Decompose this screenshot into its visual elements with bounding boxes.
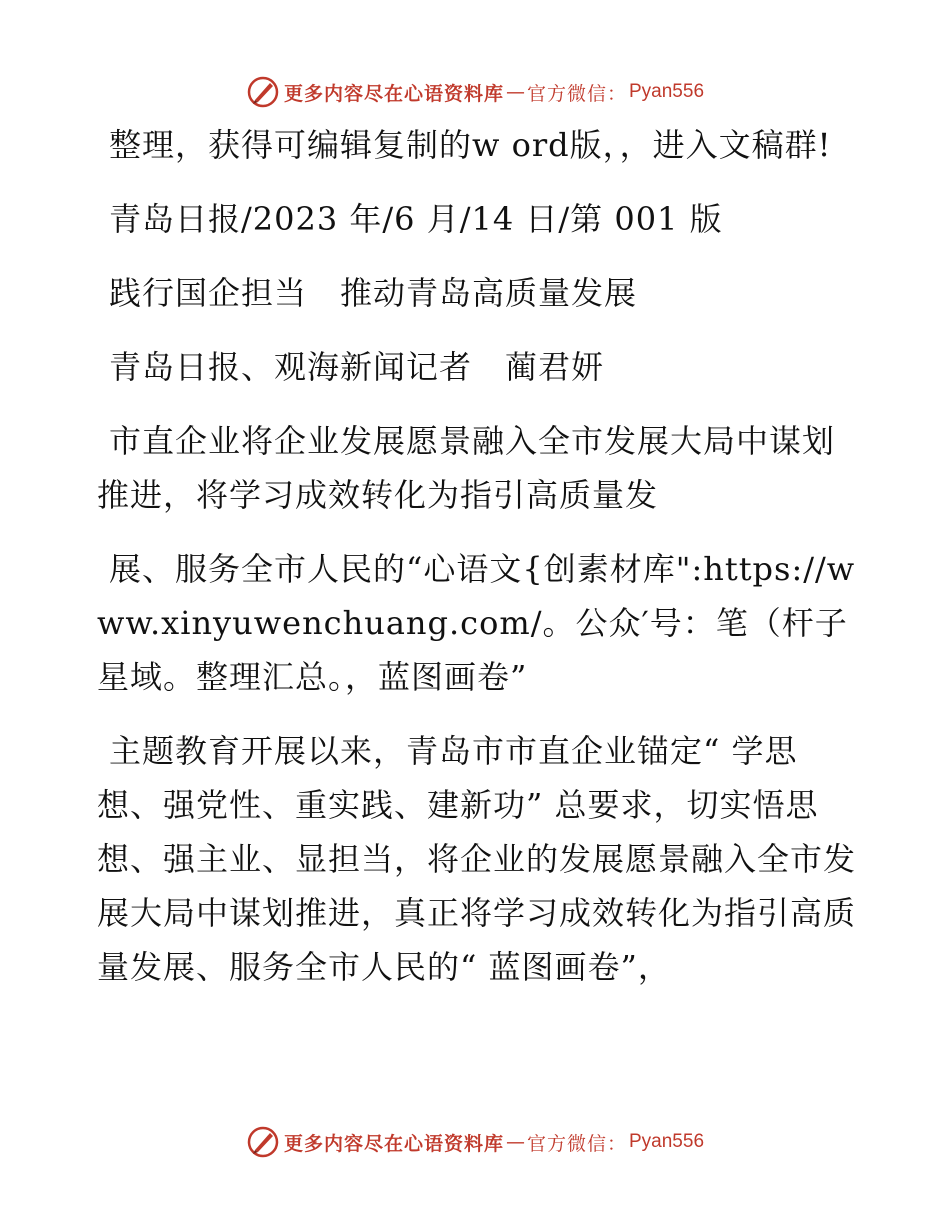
- banner-wechat-label: 官方微信：: [526, 1132, 627, 1155]
- header-watermark-banner: [0, 72, 950, 112]
- headline: 践行国企担当 推动青岛高质量发展: [109, 274, 638, 312]
- banner-separator: —: [505, 1131, 525, 1153]
- summary-continued-paragraph: 展、服务全市人民的“心语文{创素材库":https://www.xinyuwenchuang.com/。公众′号：笔（杆子星域。整理汇总。，蓝图画卷”: [97, 550, 856, 696]
- intro-paragraph: 整理，获得可编辑复制的w ord版，，进入文稿群!: [109, 126, 832, 164]
- banner-wechat-id: Pyan556: [629, 1131, 705, 1152]
- banner-wechat-id: Pyan556: [629, 81, 705, 102]
- summary-paragraph: 市直企业将企业发展愿景融入全市发展大局中谋划推进，将学习成效转化为指引高质量发: [97, 422, 836, 514]
- banner-separator: —: [505, 81, 525, 103]
- source-line: 青岛日报/2023 年/6 月/14 日/第 001 版: [109, 200, 723, 238]
- body-paragraph: 主题教育开展以来，青岛市市直企业锚定“ 学思想、强党性、重实践、建新功” 总要求，切实悟思想、强主业、显担当，将企业的发展愿景融入全市发展大局中谋划推进，真正将学习成效转化为指引高质量发展、服务全市人民的“ 蓝图画卷”，: [97, 732, 857, 986]
- document-body: [97, 118, 857, 1014]
- byline: 青岛日报、观海新闻记者 蔺君妍: [109, 348, 605, 386]
- quill-pen-logo-icon: [246, 75, 280, 109]
- banner-text: 更多内容尽在心语资料库: [283, 1132, 504, 1155]
- quill-pen-logo-icon: [246, 1125, 280, 1159]
- footer-watermark-banner: [0, 1122, 950, 1162]
- banner-text: 更多内容尽在心语资料库: [283, 82, 504, 105]
- banner-wechat-label: 官方微信：: [526, 82, 627, 105]
